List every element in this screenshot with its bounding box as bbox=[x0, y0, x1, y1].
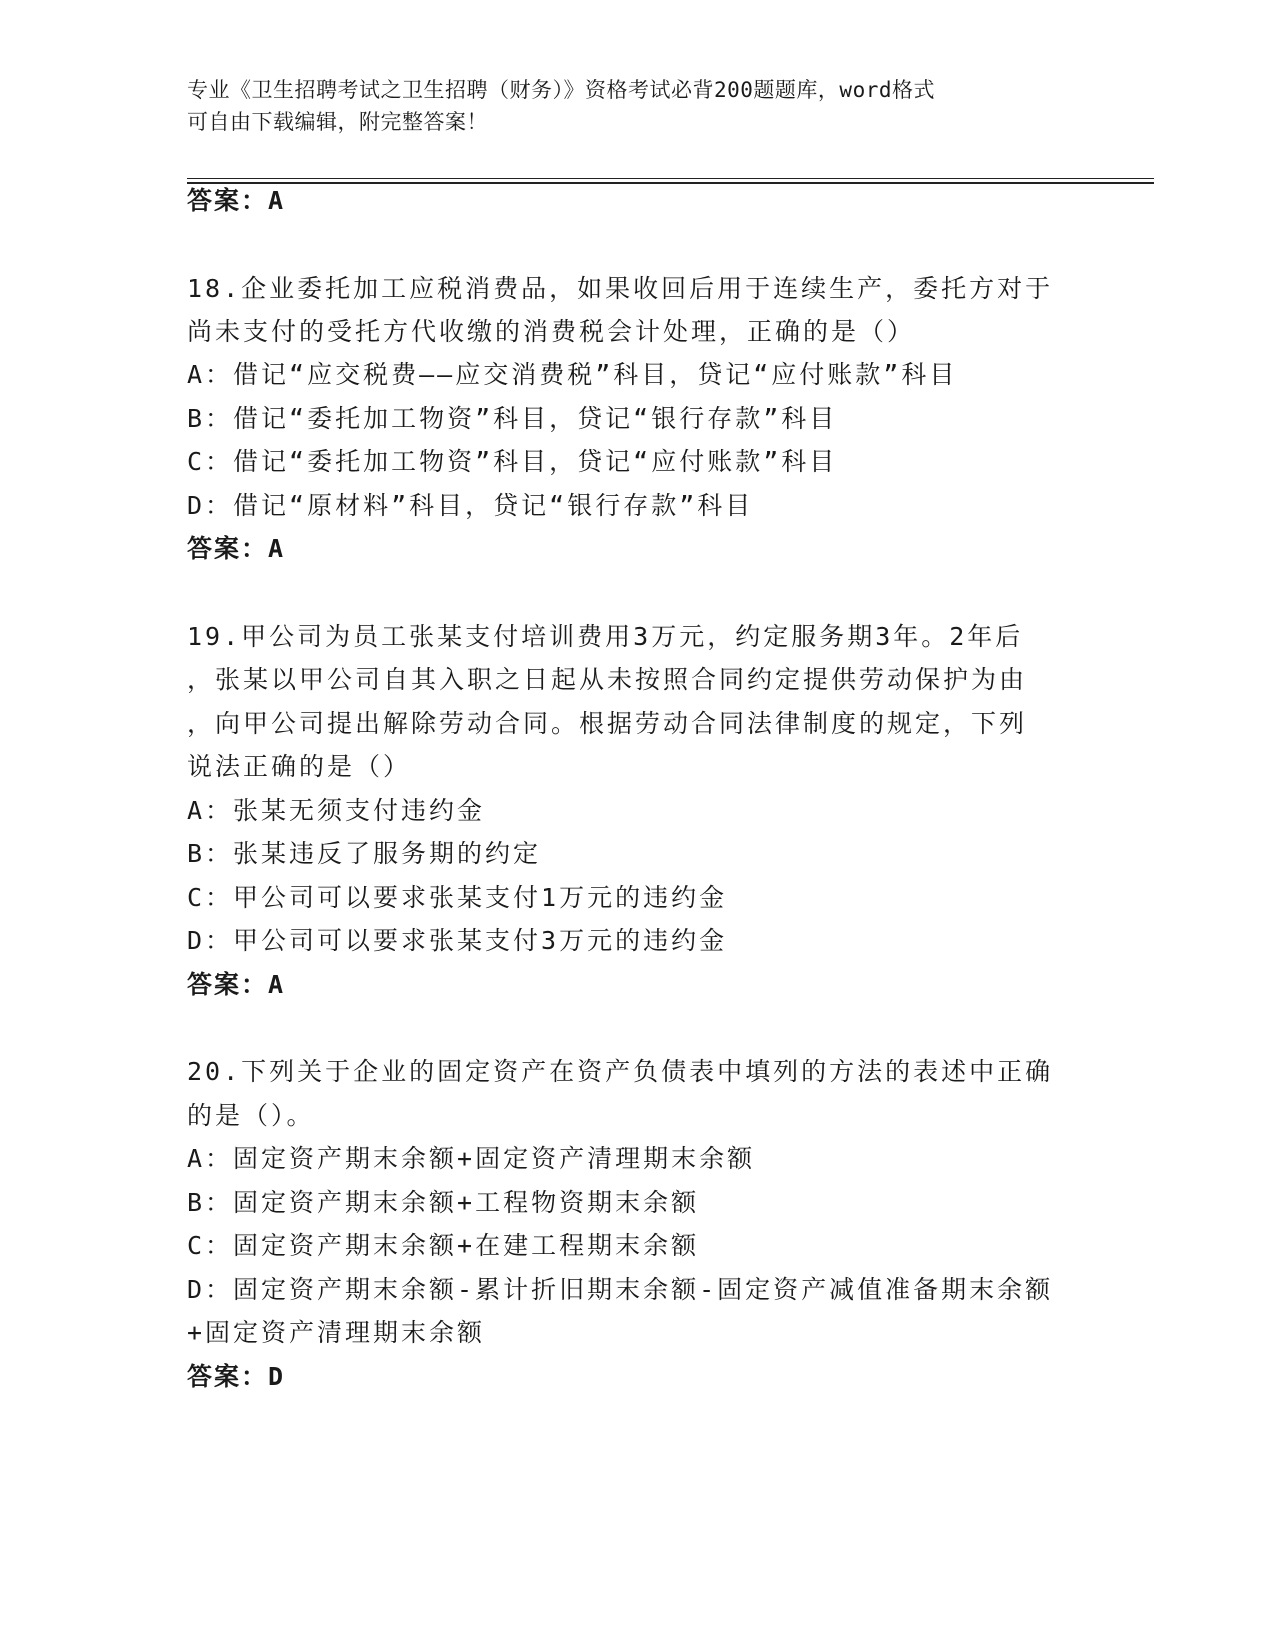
question-19-answer: 答案：A bbox=[187, 970, 286, 999]
question-19-stem-line-1: 19.甲公司为员工张某支付培训费用3万元，约定服务期3年。2年后 bbox=[187, 622, 1024, 651]
question-19-option-d: D：甲公司可以要求张某支付3万元的违约金 bbox=[187, 926, 728, 955]
question-20-option-a: A：固定资产期末余额+固定资产清理期末余额 bbox=[187, 1144, 756, 1173]
question-20-stem-line-2: 的是（）。 bbox=[187, 1101, 315, 1130]
question-18-answer: 答案：A bbox=[187, 534, 286, 563]
question-18-option-c: C：借记“委托加工物资”科目，贷记“应付账款”科目 bbox=[187, 447, 838, 476]
header-divider-thick bbox=[187, 182, 1154, 184]
question-18-option-a: A：借记“应交税费——应交消费税”科目，贷记“应付账款”科目 bbox=[187, 360, 958, 389]
question-20-answer: 答案：D bbox=[187, 1362, 286, 1391]
header-line-1: 专业《卫生招聘考试之卫生招聘（财务）》资格考试必背200题题库，word格式 bbox=[187, 78, 935, 102]
question-19-stem-line-3: ，向甲公司提出解除劳动合同。根据劳动合同法律制度的规定，下列 bbox=[187, 709, 1028, 738]
question-20-stem-line-1: 20.下列关于企业的固定资产在资产负债表中填列的方法的表述中正确 bbox=[187, 1057, 1054, 1086]
question-18-option-b: B：借记“委托加工物资”科目，贷记“银行存款”科目 bbox=[187, 404, 838, 433]
question-20-option-b: B：固定资产期末余额+工程物资期末余额 bbox=[187, 1188, 700, 1217]
question-20-option-d-line-1: D：固定资产期末余额-累计折旧期末余额-固定资产减值准备期末余额 bbox=[187, 1275, 1054, 1304]
question-19-option-c: C：甲公司可以要求张某支付1万元的违约金 bbox=[187, 883, 728, 912]
question-18-stem-line-2: 尚未支付的受托方代收缴的消费税会计处理，正确的是（） bbox=[187, 317, 916, 346]
question-19-option-a: A：张某无须支付违约金 bbox=[187, 796, 486, 825]
question-19-option-b: B：张某违反了服务期的约定 bbox=[187, 839, 542, 868]
question-20-option-c: C：固定资产期末余额+在建工程期末余额 bbox=[187, 1231, 700, 1260]
header-line-2: 可自由下载编辑，附完整答案！ bbox=[187, 110, 488, 134]
document-header bbox=[187, 74, 1067, 138]
question-18-stem-line-1: 18.企业委托加工应税消费品，如果收回后用于连续生产，委托方对于 bbox=[187, 274, 1054, 303]
question-18-option-d: D：借记“原材料”科目，贷记“银行存款”科目 bbox=[187, 491, 754, 520]
question-19-stem-line-4: 说法正确的是（） bbox=[187, 752, 412, 781]
question-20-option-d-line-2: +固定资产清理期末余额 bbox=[187, 1318, 486, 1347]
previous-answer: 答案：A bbox=[187, 186, 286, 215]
question-19-stem-line-2: ，张某以甲公司自其入职之日起从未按照合同约定提供劳动保护为由 bbox=[187, 665, 1028, 694]
header-divider-thin bbox=[187, 178, 1154, 179]
